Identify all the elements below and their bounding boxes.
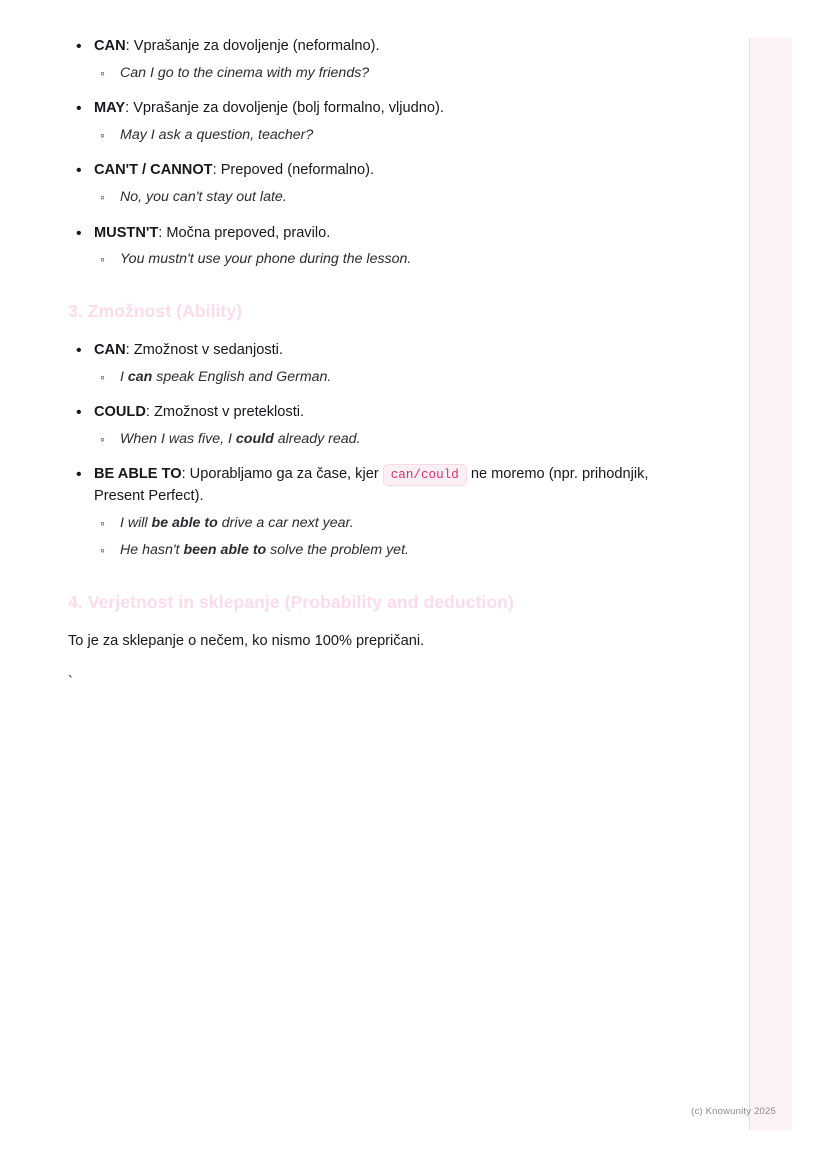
page-side-accent-strip: [749, 38, 792, 1130]
example-text: Can I go to the cinema with my friends?: [120, 64, 370, 81]
list-item: [94, 367, 688, 388]
bullet-rest: : Vprašanje za dovoljenje (bolj formalno, vljudno).: [125, 100, 444, 117]
bullet-rest: : Močna prepoved, pravilo.: [158, 224, 331, 241]
bullet-lead: COULD: [94, 403, 146, 420]
bullet-rest: : Vprašanje za dovoljenje (neformalno).: [125, 38, 380, 54]
bullet-lead: CAN: [94, 341, 126, 358]
example-text-post: speak English and German.: [152, 368, 332, 385]
list-item: [68, 402, 688, 450]
list-item: [94, 187, 688, 208]
bullet-lead: MUSTN'T: [94, 224, 159, 241]
example-list: [94, 249, 688, 270]
list-item: [94, 513, 688, 534]
list-item: [68, 464, 688, 561]
bullet-lead: MAY: [94, 100, 126, 117]
footer-copyright: (c) Knowunity 2025: [691, 1106, 776, 1117]
example-list: [94, 429, 688, 450]
example-text: May I ask a question, teacher?: [120, 127, 314, 144]
list-item: [68, 36, 688, 84]
example-text: You mustn't use your phone during the lesson.: [120, 251, 412, 268]
list-item: [94, 63, 688, 84]
example-text-emphasis: been able to: [183, 542, 267, 559]
example-text-post: already read.: [273, 430, 361, 447]
section-heading-probability: 4. Verjetnost in sklepanje (Probability and deduction): [68, 591, 514, 612]
probability-paragraph: To je za sklepanje o nečem, ko nismo 100% prepričani.: [68, 632, 425, 649]
inline-code-chip: can/could: [383, 464, 467, 486]
example-list: [94, 367, 688, 388]
example-list: [94, 63, 688, 84]
list-item: [68, 340, 688, 388]
bullet-lead: CAN: [94, 38, 126, 54]
example-text-emphasis: be able to: [151, 514, 218, 531]
bullet-rest-after-code: ne moremo (npr. prihodnjik, Present Perfect).: [94, 466, 649, 505]
example-list: [94, 125, 688, 146]
example-list: [94, 187, 688, 208]
section-heading-ability: 3. Zmožnost (Ability): [68, 300, 243, 321]
trailing-backtick: `: [68, 674, 73, 691]
bullet-rest-before-code: : Uporabljamo ga za čase, kjer: [181, 466, 383, 483]
document-content: [68, 36, 688, 692]
bullet-lead: BE ABLE TO: [94, 466, 182, 483]
list-item: [68, 98, 688, 146]
example-text: No, you can't stay out late.: [120, 189, 287, 206]
bullet-lead: CAN'T / CANNOT: [94, 162, 213, 179]
example-text-emphasis: could: [235, 430, 274, 447]
bullet-rest: : Prepoved (neformalno).: [212, 162, 375, 179]
bullet-rest: : Zmožnost v sedanjosti.: [125, 341, 283, 358]
ability-bullet-list: [68, 340, 688, 562]
example-text-post: drive a car next year.: [217, 514, 354, 531]
list-item: [68, 223, 688, 271]
example-text-pre: When I was five, I: [120, 430, 236, 447]
example-text-post: solve the problem yet.: [266, 542, 409, 559]
example-text-pre: He hasn't: [120, 542, 184, 559]
list-item: [94, 249, 688, 270]
example-text-emphasis: can: [127, 368, 153, 385]
example-text-pre: I will: [120, 514, 152, 531]
example-list: [94, 513, 688, 562]
permission-bullet-list: [68, 36, 688, 271]
list-item: [94, 540, 688, 561]
example-text-pre: I: [120, 368, 128, 385]
list-item: [68, 160, 688, 208]
bullet-rest: : Zmožnost v preteklosti.: [145, 403, 305, 420]
list-item: [94, 429, 688, 450]
list-item: [94, 125, 688, 146]
